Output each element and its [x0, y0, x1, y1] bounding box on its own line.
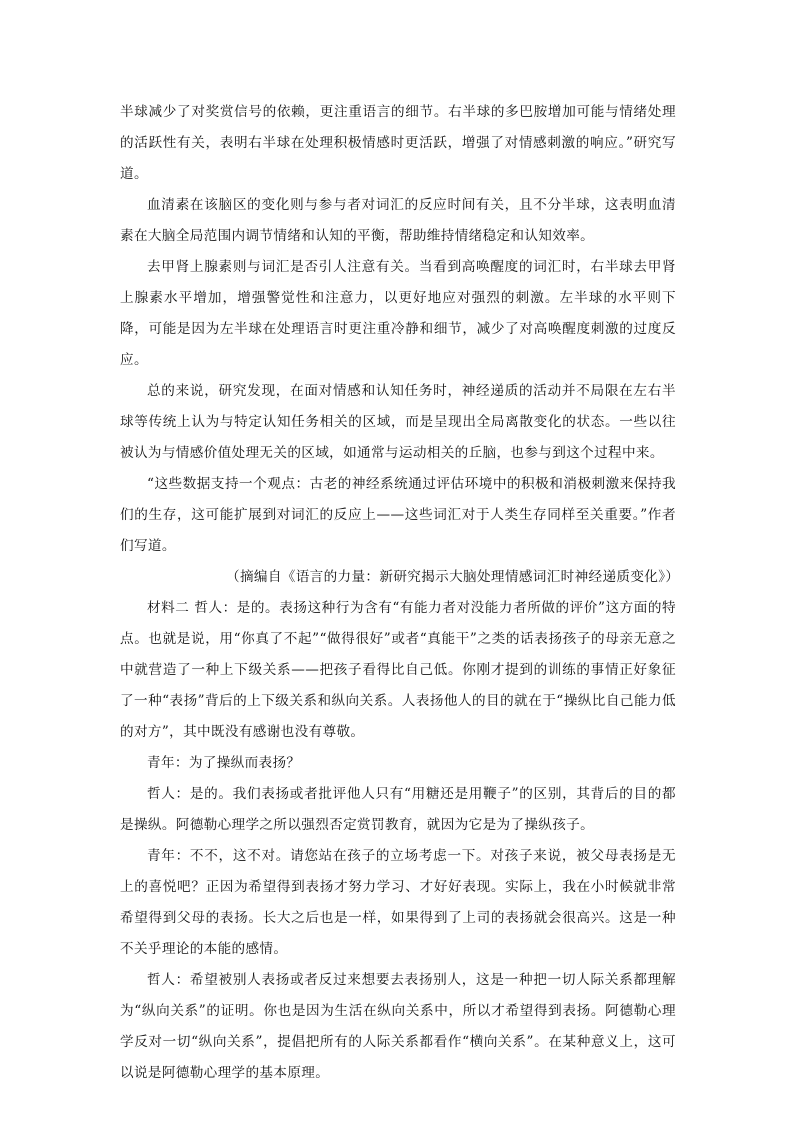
paragraph-material-two: 材料二 哲人：是的。表扬这种行为含有“有能力者对没能力者所做的评价”这方面的特点。也就是说，用“你真了不起”“做得很好”或者“真能干”之类的话表扬孩子的母亲无意之中就营造了一种上下级关系——把孩子看得比自己低。你刚才提到的训练的事情正好象征了一种“表扬”背后的上下级关系和纵向关系。人表扬他人的目的就在于“操纵比自己能力低的对方”，其中既没有感谢也没有尊敬。 [120, 600, 676, 740]
paragraph-quote: “这些数据支持一个观点：古老的神经系统通过评估环境中的积极和消极刺激来保持我们的生存，这可能扩展到对词汇的反应上——这些词汇对于人类生存同样至关重要。”作者们写道。 [120, 476, 676, 554]
dialogue-philosopher-manipulation: 哲人：是的。我们表扬或者批评他人只有“用糖还是用鞭子”的区别，其背后的目的都是操纵。阿德勒心理学之所以强烈否定赏罚教育，就因为它是为了操纵孩子。 [120, 786, 676, 833]
dialogue-youth-objection: 青年：不不，这不对。请您站在孩子的立场考虑一下。对孩子来说，被父母表扬是无上的喜悦吧？正因为希望得到表扬才努力学习、才好好表现。实际上，我在小时候就非常希望得到父母的表扬。长大之后也是一样，如果得到了上司的表扬就会很高兴。这是一种不关乎理论的本能的感情。 [120, 848, 676, 957]
document-body [120, 97, 680, 1089]
dialogue-youth-question: 青年：为了操纵而表扬？ [147, 755, 301, 771]
source-citation: （摘编自《语言的力量：新研究揭示大脑处理情感词汇时神经递质变化》） [226, 569, 680, 585]
paragraph-summary: 总的来说，研究发现，在面对情感和认知任务时，神经递质的活动并不局限在左右半球等传统上认为与特定认知任务相关的区域，而是呈现出全局离散变化的状态。一些以往被认为与情感价值处理无关的区域，如通常与运动相关的丘脑，也参与到这个过程中来。 [120, 383, 676, 461]
paragraph-dopamine: 半球减少了对奖赏信号的依赖，更注重语言的细节。右半球的多巴胺增加可能与情绪处理的活跃性有关，表明右半球在处理积极情感时更活跃，增强了对情感刺激的响应。”研究写道。 [120, 104, 676, 182]
dialogue-philosopher-principle: 哲人：希望被别人表扬或者反过来想要去表扬别人，这是一种把一切人际关系都理解为“纵向关系”的证明。你也是因为生活在纵向关系中，所以才希望得到表扬。阿德勒心理学反对一切“纵向关系”，提倡把所有的人际关系都看作“横向关系”。在某种意义上，这可以说是阿德勒心理学的基本原理。 [120, 972, 676, 1081]
paragraph-serotonin: 血清素在该脑区的变化则与参与者对词汇的反应时间有关，且不分半球，这表明血清素在大脑全局范围内调节情绪和认知的平衡，帮助维持情绪稳定和认知效率。 [120, 197, 676, 244]
paragraph-norepinephrine: 去甲肾上腺素则与词汇是否引人注意有关。当看到高唤醒度的词汇时，右半球去甲肾上腺素水平增加，增强警觉性和注意力，以更好地应对强烈的刺激。左半球的水平则下降，可能是因为左半球在处理语言时更注重冷静和细节，减少了对高唤醒度刺激的过度反应。 [120, 259, 676, 368]
